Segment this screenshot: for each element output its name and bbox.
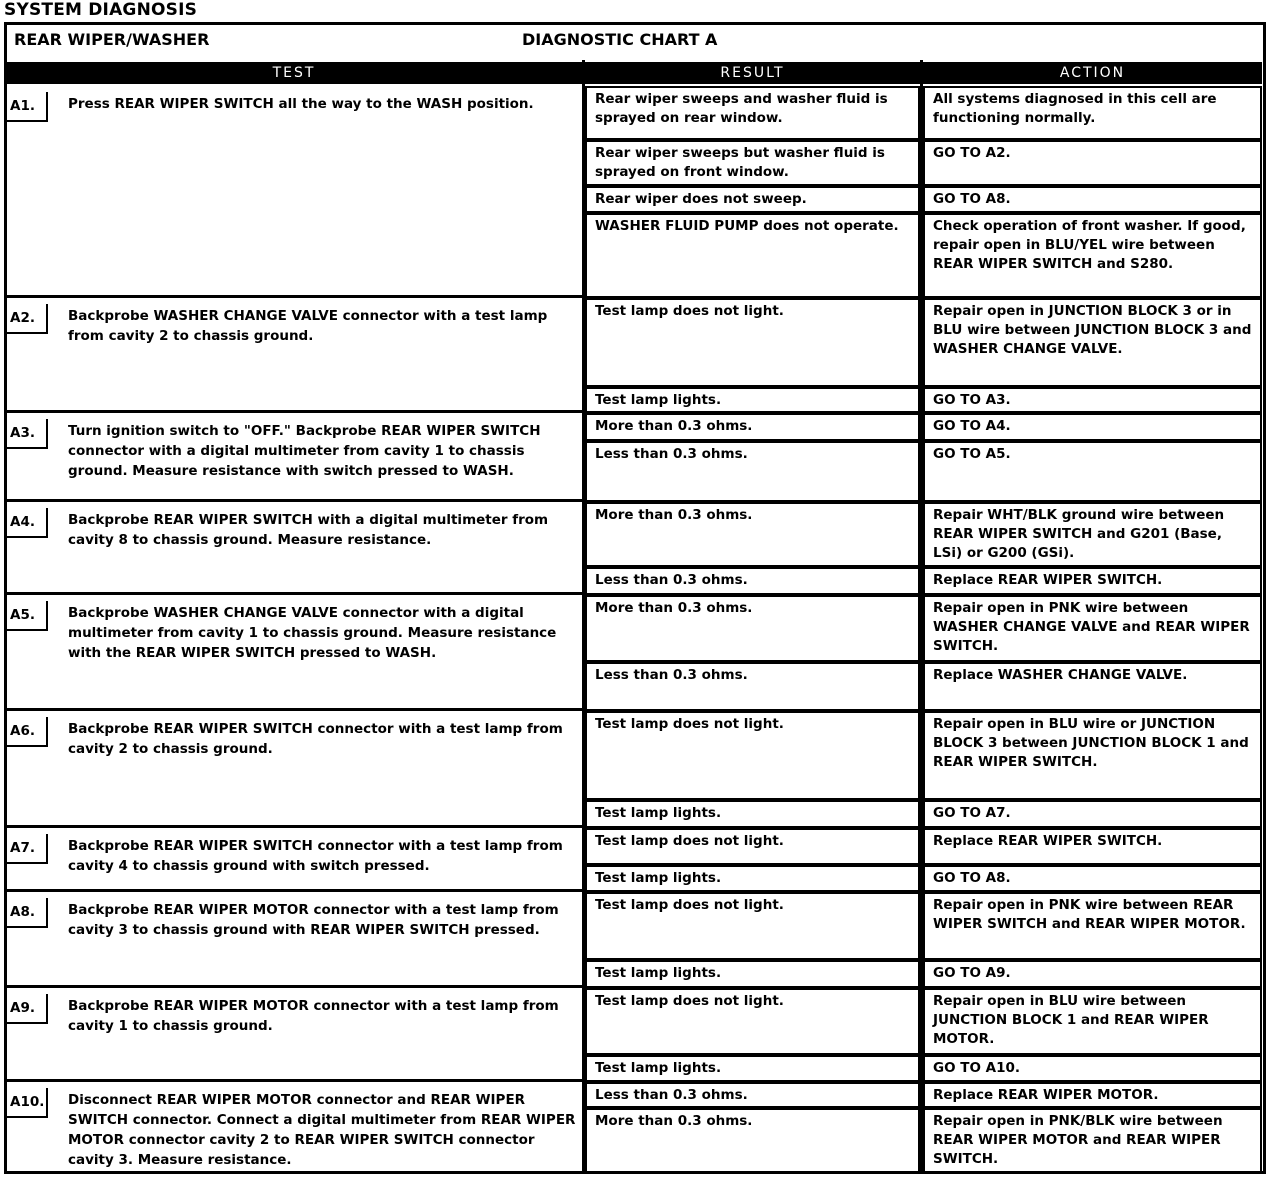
test-step-1: [6, 86, 582, 298]
column-header-action: ACTION: [923, 62, 1262, 84]
step-result-cell: Rear wiper sweeps but washer fluid is sprayed on front window.: [585, 140, 920, 186]
step-result-cell: Test lamp does not light.: [585, 298, 920, 387]
step-result-cell: Test lamp lights.: [585, 1055, 920, 1082]
step-action-cell: GO TO A4.: [923, 413, 1262, 441]
step-id: A3.: [6, 419, 48, 449]
step-result-cell: Less than 0.3 ohms.: [585, 1082, 920, 1108]
chart-subject: REAR WIPER/WASHER: [14, 30, 210, 49]
step-result-cell: Test lamp lights.: [585, 865, 920, 892]
column-header-result: RESULT: [585, 62, 920, 84]
chart-name: DIAGNOSTIC CHART A: [522, 30, 718, 49]
step-result-cell: Test lamp does not light.: [585, 892, 920, 960]
step-id: A7.: [6, 834, 48, 864]
document-title: SYSTEM DIAGNOSIS: [4, 0, 198, 20]
column-header-test: TEST: [6, 62, 582, 84]
step-result-cell: Test lamp lights.: [585, 387, 920, 413]
step-result-cell: More than 0.3 ohms.: [585, 502, 920, 567]
step-action-cell: GO TO A9.: [923, 960, 1262, 988]
step-action-cell: Repair open in PNK/BLK wire between REAR WIPER MOTOR and REAR WIPER SWITCH.: [923, 1108, 1262, 1174]
step-result-cell: Test lamp does not light.: [585, 988, 920, 1055]
step-action-cell: All systems diagnosed in this cell are functioning normally.: [923, 86, 1262, 140]
step-action-cell: Repair open in BLU wire or JUNCTION BLOCK 3 between JUNCTION BLOCK 1 and REAR WIPER SWITCH.: [923, 711, 1262, 800]
step-test-text: Disconnect REAR WIPER MOTOR connector and REAR WIPER SWITCH connector. Connect a digital multimeter from REAR WIPER MOTOR connector cavity 2 to REAR WIPER SWITCH connector cavity 3. Measure resistance.: [68, 1092, 576, 1168]
step-action-cell: Replace REAR WIPER SWITCH.: [923, 828, 1262, 865]
step-result-cell: Rear wiper sweeps and washer fluid is sprayed on rear window.: [585, 86, 920, 140]
step-result-cell: More than 0.3 ohms.: [585, 1108, 920, 1174]
step-action-cell: Replace REAR WIPER MOTOR.: [923, 1082, 1262, 1108]
step-action-cell: GO TO A8.: [923, 186, 1262, 213]
step-test-text: Backprobe WASHER CHANGE VALVE connector with a digital multimeter from cavity 1 to chassis ground. Measure resistance with the REAR WIPER SWITCH pressed to WASH.: [68, 605, 557, 661]
step-result-cell: Test lamp does not light.: [585, 828, 920, 865]
step-action-cell: GO TO A8.: [923, 865, 1262, 892]
step-id: A2.: [6, 304, 48, 334]
step-action-cell: GO TO A3.: [923, 387, 1262, 413]
step-id: A5.: [6, 601, 48, 631]
step-action-cell: GO TO A7.: [923, 800, 1262, 828]
step-id: A4.: [6, 508, 48, 538]
step-id: A6.: [6, 717, 48, 747]
step-result-cell: Test lamp lights.: [585, 960, 920, 988]
step-action-cell: GO TO A5.: [923, 441, 1262, 502]
step-action-cell: Check operation of front washer. If good, repair open in BLU/YEL wire between REAR WIPER SWITCH and S280.: [923, 213, 1262, 298]
step-action-cell: Repair open in PNK wire between REAR WIPER SWITCH and REAR WIPER MOTOR.: [923, 892, 1262, 960]
step-test-text: Backprobe REAR WIPER SWITCH with a digital multimeter from cavity 8 to chassis ground. Measure resistance.: [68, 512, 549, 548]
step-action-cell: Replace WASHER CHANGE VALVE.: [923, 662, 1262, 711]
step-action-cell: Repair open in BLU wire between JUNCTION BLOCK 1 and REAR WIPER MOTOR.: [923, 988, 1262, 1055]
step-result-cell: More than 0.3 ohms.: [585, 595, 920, 662]
step-action-cell: Replace REAR WIPER SWITCH.: [923, 567, 1262, 595]
step-test-text: Backprobe REAR WIPER SWITCH connector with a test lamp from cavity 2 to chassis ground.: [68, 721, 563, 757]
step-test-text: Backprobe REAR WIPER MOTOR connector with a test lamp from cavity 3 to chassis ground with REAR WIPER SWITCH pressed.: [68, 902, 559, 938]
step-action-cell: Repair open in PNK wire between WASHER CHANGE VALVE and REAR WIPER SWITCH.: [923, 595, 1262, 662]
step-test-text: Backprobe WASHER CHANGE VALVE connector with a test lamp from cavity 2 to chassis ground.: [68, 308, 548, 344]
step-result-cell: WASHER FLUID PUMP does not operate.: [585, 213, 920, 298]
step-id: A9.: [6, 994, 48, 1024]
step-id: A1.: [6, 92, 48, 122]
step-action-cell: Repair open in JUNCTION BLOCK 3 or in BLU wire between JUNCTION BLOCK 3 and WASHER CHANGE VALVE.: [923, 298, 1262, 387]
step-result-cell: Less than 0.3 ohms.: [585, 662, 920, 711]
step-result-cell: Rear wiper does not sweep.: [585, 186, 920, 213]
step-result-cell: More than 0.3 ohms.: [585, 413, 920, 441]
step-test-text: Backprobe REAR WIPER MOTOR connector with a test lamp from cavity 1 to chassis ground.: [68, 998, 559, 1034]
step-action-cell: GO TO A2.: [923, 140, 1262, 186]
step-test-text: Backprobe REAR WIPER SWITCH connector with a test lamp from cavity 4 to chassis ground with switch pressed.: [68, 838, 563, 874]
step-test-text: Turn ignition switch to "OFF." Backprobe REAR WIPER SWITCH connector with a digital multimeter from cavity 1 to chassis ground. Measure resistance with switch pressed to WASH.: [68, 423, 541, 479]
step-result-cell: Less than 0.3 ohms.: [585, 441, 920, 502]
step-result-cell: Test lamp lights.: [585, 800, 920, 828]
step-result-cell: Test lamp does not light.: [585, 711, 920, 800]
step-id: A10.: [6, 1088, 48, 1118]
step-test-text: Press REAR WIPER SWITCH all the way to the WASH position.: [68, 96, 534, 112]
step-id: A8.: [6, 898, 48, 928]
step-result-cell: Less than 0.3 ohms.: [585, 567, 920, 595]
step-action-cell: GO TO A10.: [923, 1055, 1262, 1082]
step-action-cell: Repair WHT/BLK ground wire between REAR WIPER SWITCH and G201 (Base, LSi) or G200 (GSi).: [923, 502, 1262, 567]
